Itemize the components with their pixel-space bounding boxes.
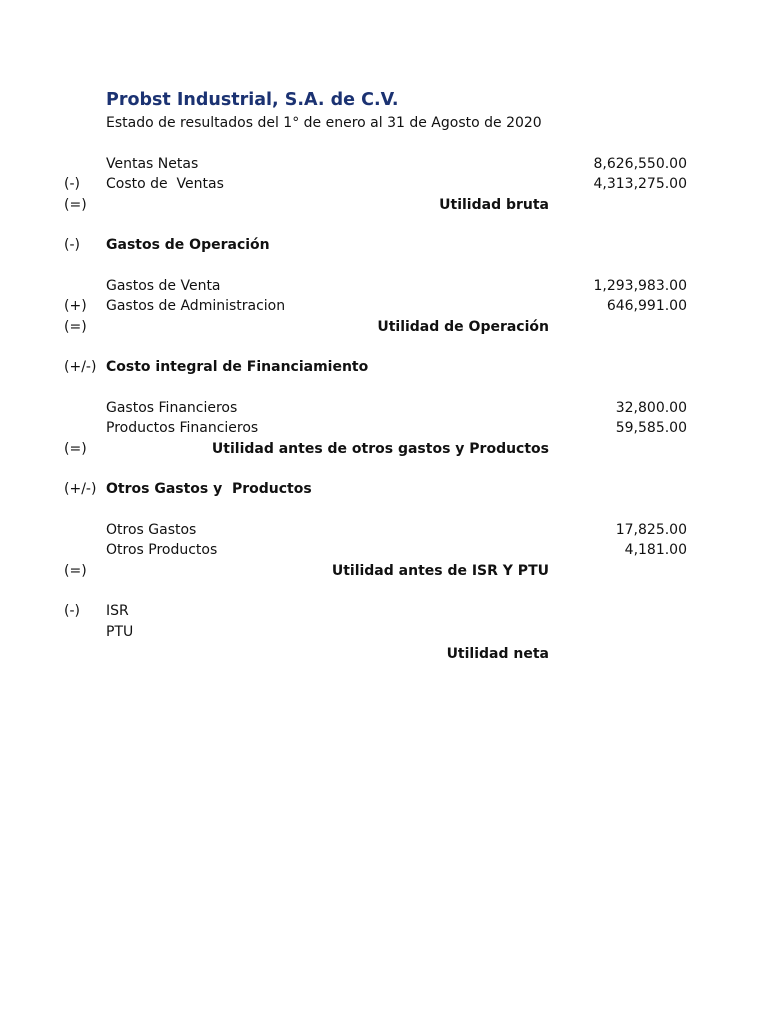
row-otros-gastos-productos: [0, 479, 768, 499]
section-heading: Otros Gastos y Productos: [106, 481, 312, 497]
row-label: Otros Productos: [106, 542, 218, 558]
row-utilidad-neta: [0, 644, 768, 664]
row-operator: (=): [64, 197, 87, 213]
row-ventas-netas: [0, 154, 768, 174]
subtotal-label: Utilidad de Operación: [377, 319, 549, 335]
row-utilidad-operacion: [0, 317, 768, 337]
row-label: Costo de Ventas: [106, 176, 224, 192]
row-costo-integral: [0, 357, 768, 377]
row-operator: (=): [64, 441, 87, 457]
section-heading: Costo integral de Financiamiento: [106, 359, 369, 375]
row-amount: 1,293,983.00: [593, 278, 687, 294]
row-otros-gastos: [0, 520, 768, 540]
row-otros-productos: [0, 540, 768, 560]
subtotal-label: Utilidad antes de ISR Y PTU: [331, 563, 549, 579]
statement-period-subtitle: Estado de resultados del 1° de enero al 31 de Agosto de 2020: [106, 115, 542, 131]
row-operator: (=): [64, 319, 87, 335]
row-label: Gastos Financieros: [106, 400, 238, 416]
row-label: PTU: [106, 624, 134, 640]
row-gastos-financieros: [0, 398, 768, 418]
row-gastos-administracion: [0, 296, 768, 316]
row-operator: (+/-): [64, 481, 97, 497]
subtotal-label: Utilidad neta: [446, 646, 549, 662]
row-amount: 8,626,550.00: [593, 156, 687, 172]
row-ptu: [0, 622, 768, 642]
row-amount: 59,585.00: [615, 420, 687, 436]
row-productos-financieros: [0, 418, 768, 438]
row-costo-ventas: [0, 174, 768, 194]
row-label: Gastos de Venta: [106, 278, 221, 294]
subtotal-label: Utilidad antes de otros gastos y Productos: [211, 441, 549, 457]
row-label: Otros Gastos: [106, 522, 197, 538]
row-label: ISR: [106, 603, 129, 619]
row-utilidad-antes-isr: [0, 561, 768, 581]
company-name: Probst Industrial, S.A. de C.V.: [106, 90, 399, 110]
row-operator: (-): [64, 603, 80, 619]
row-operator: (+/-): [64, 359, 97, 375]
row-label: Productos Financieros: [106, 420, 259, 436]
row-gastos-venta: [0, 276, 768, 296]
row-operator: (+): [64, 298, 87, 314]
row-amount: 17,825.00: [615, 522, 687, 538]
row-amount: 4,313,275.00: [593, 176, 687, 192]
row-isr: [0, 601, 768, 621]
section-heading: Gastos de Operación: [106, 237, 270, 253]
subtotal-label: Utilidad bruta: [439, 197, 549, 213]
row-operator: (-): [64, 237, 80, 253]
row-amount: 646,991.00: [606, 298, 687, 314]
row-amount: 32,800.00: [615, 400, 687, 416]
row-label: Gastos de Administracion: [106, 298, 286, 314]
row-amount: 4,181.00: [624, 542, 687, 558]
row-utilidad-antes-otros: [0, 439, 768, 459]
row-operator: (=): [64, 563, 87, 579]
row-operator: (-): [64, 176, 80, 192]
row-utilidad-bruta: [0, 195, 768, 215]
row-label: Ventas Netas: [106, 156, 199, 172]
row-gastos-operacion: [0, 235, 768, 255]
